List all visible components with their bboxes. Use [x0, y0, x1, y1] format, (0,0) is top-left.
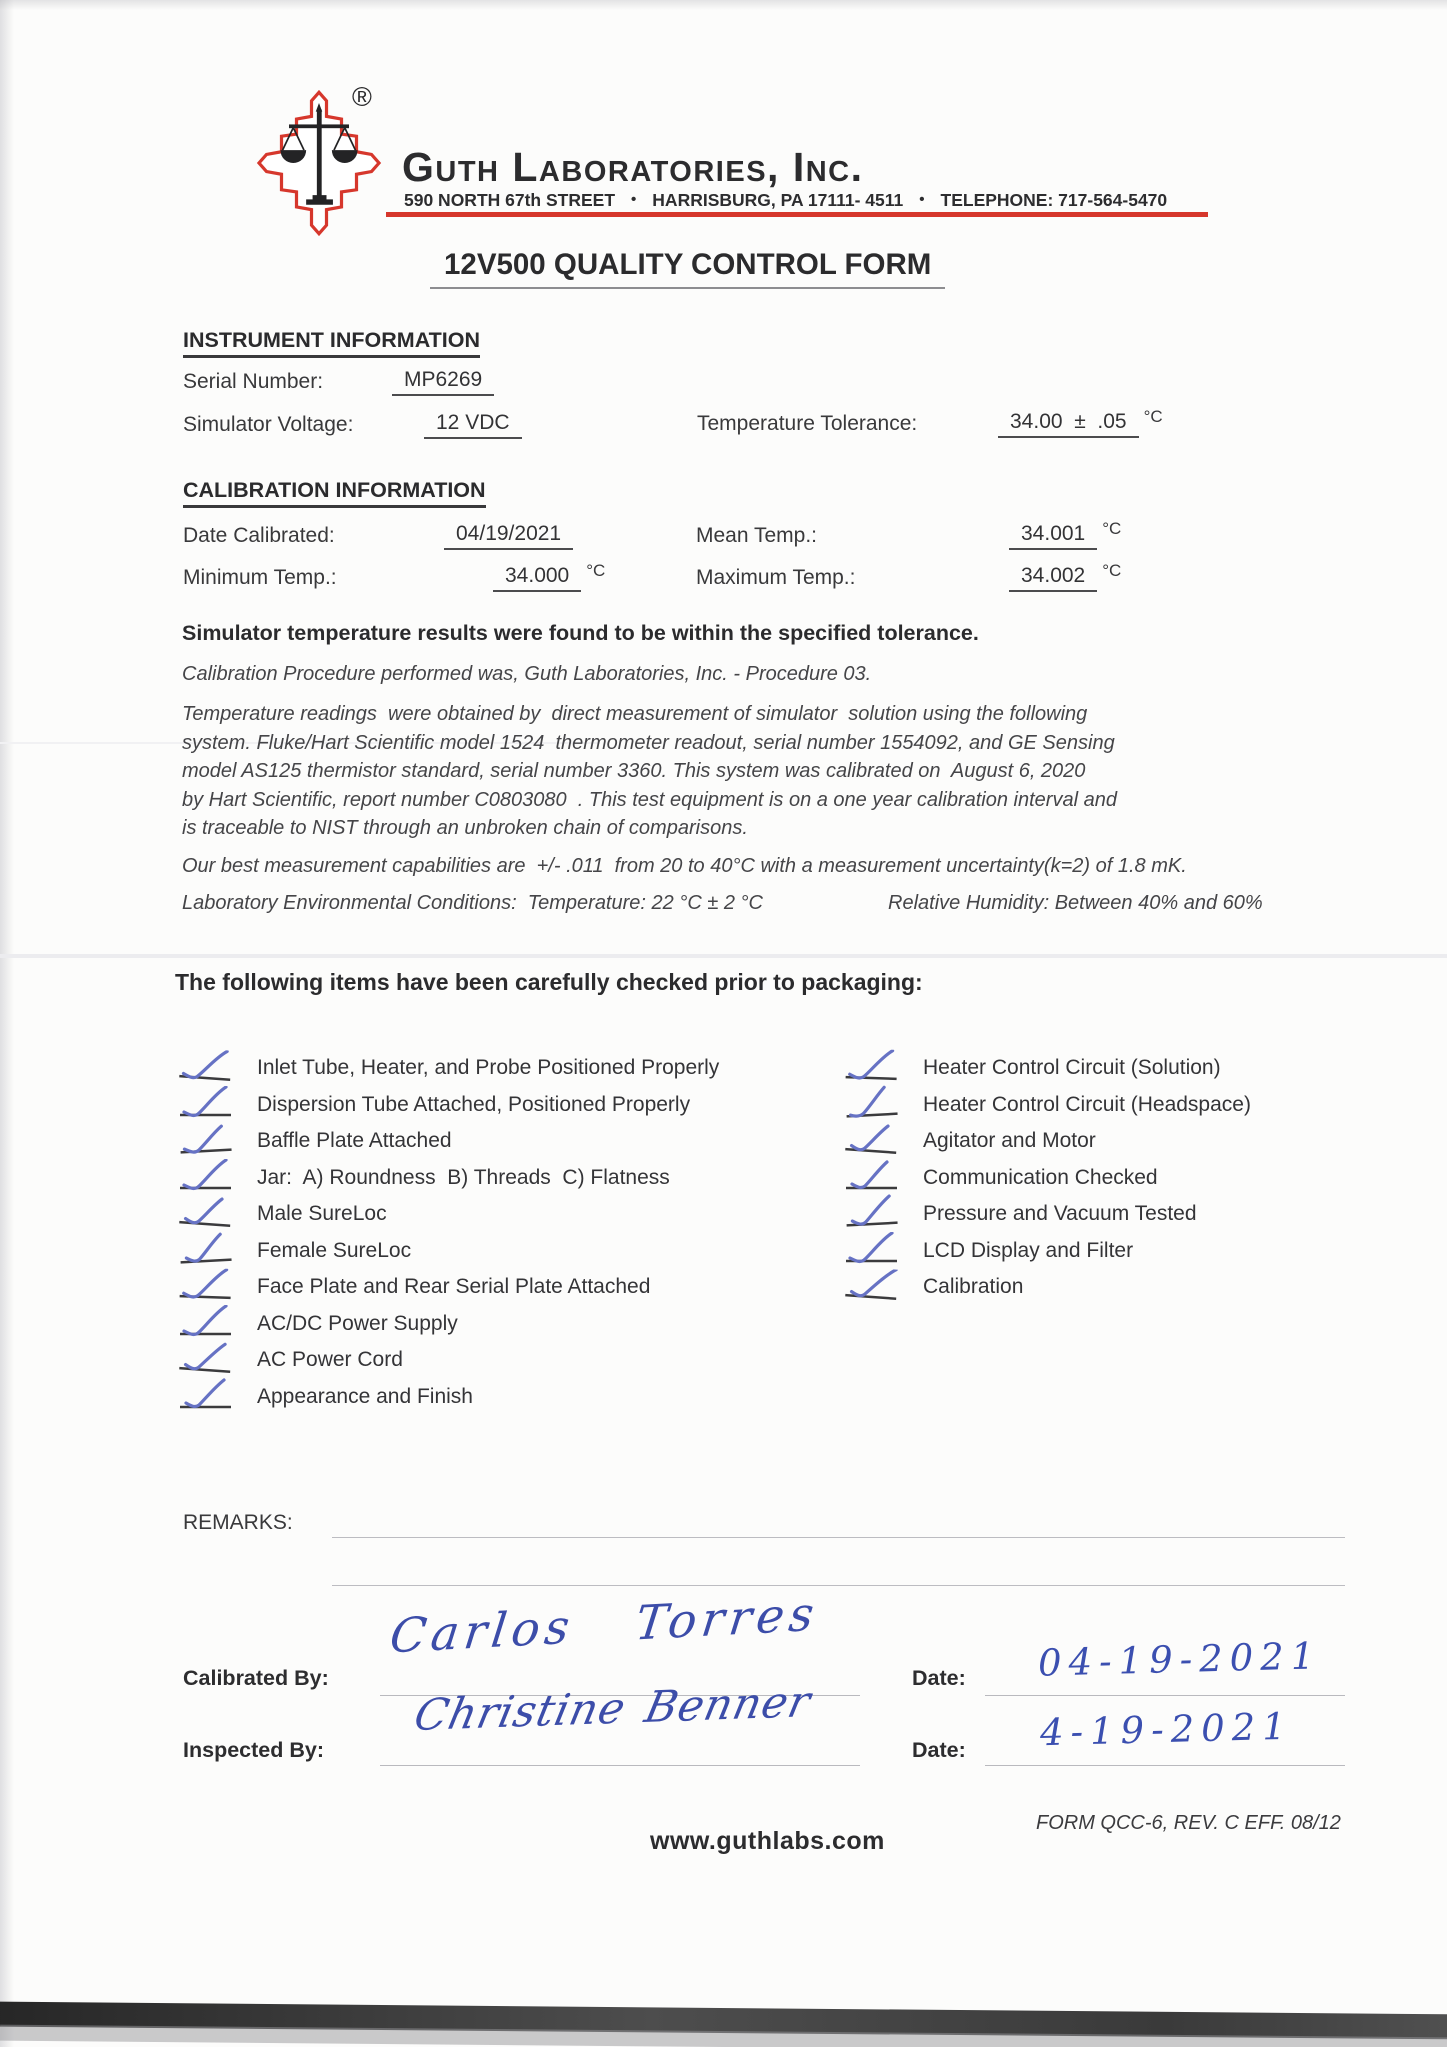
checklist-item-label: Heater Control Circuit (Headspace) [923, 1093, 1251, 1116]
checkmark-icon [178, 1231, 234, 1270]
inspected-date-handwritten: 4-19-2021 [1039, 1704, 1294, 1755]
serial-number-value: MP6269 [392, 368, 494, 396]
company-name: Guth Laboratories, Inc. [402, 144, 864, 190]
checklist-row [845, 1275, 1023, 1304]
checkmark-icon [845, 1159, 899, 1195]
checklist-item-label: AC Power Cord [257, 1348, 403, 1371]
footer-website: www.guthlabs.com [650, 1827, 885, 1855]
inspected-by-label: Inspected By: [183, 1738, 324, 1762]
inspected-by-signature-line [380, 1765, 860, 1766]
mean-temp-value-group [1009, 519, 1122, 550]
checklist-row [179, 1239, 411, 1268]
checkmark-icon [845, 1232, 899, 1268]
checkmark-icon [179, 1378, 233, 1414]
maximum-temp-label: Maximum Temp.: [696, 566, 856, 589]
checklist-row [179, 1056, 719, 1085]
footer-form-id: FORM QCC-6, REV. C EFF. 08/12 [1036, 1812, 1341, 1834]
temperature-tolerance-label: Temperature Tolerance: [697, 412, 918, 435]
address-street: 590 NORTH 67th STREET [404, 190, 616, 210]
checklist-row [179, 1202, 387, 1231]
checklist-row [179, 1129, 452, 1158]
calibrated-date-handwritten: 04-19-2021 [1037, 1634, 1322, 1685]
scan-edge-left [0, 0, 14, 2047]
checklist-row [179, 1385, 473, 1414]
checklist-row [845, 1202, 1197, 1231]
mean-temp-value: 34.001 [1009, 522, 1097, 550]
checkmark-icon [179, 1086, 233, 1122]
inspected-date-line [985, 1765, 1345, 1766]
procedure-paragraph: Calibration Procedure performed was, Guth Laboratories, Inc. - Procedure 03. [182, 663, 872, 685]
bullet-icon: • [919, 191, 925, 208]
checkmark-icon [844, 1120, 900, 1160]
date-calibrated-value: 04/19/2021 [444, 522, 573, 550]
checklist-row [845, 1056, 1221, 1085]
checklist-item-label: Communication Checked [923, 1166, 1158, 1189]
simulator-voltage-label: Simulator Voltage: [183, 413, 354, 436]
checklist-item-label: Baffle Plate Attached [257, 1129, 452, 1152]
checkmark-icon [844, 1085, 900, 1124]
checklist-row [845, 1093, 1251, 1122]
relative-humidity-text: Relative Humidity: Between 40% and 60% [888, 892, 1263, 914]
checklist-item-label: Dispersion Tube Attached, Positioned Properly [257, 1093, 691, 1116]
checklist-row [179, 1348, 403, 1377]
environment-conditions-text: Laboratory Environmental Conditions: Temperature: 22 °C ± 2 °C [182, 892, 763, 914]
checklist-row [845, 1129, 1096, 1158]
checkmark-icon [178, 1193, 234, 1233]
tolerance-statement: Simulator temperature results were found to be within the specified tolerance. [182, 621, 979, 645]
checklist-row [179, 1275, 650, 1304]
checklist-row [179, 1166, 670, 1195]
scan-edge-top [0, 0, 1447, 10]
remarks-blank-line [332, 1585, 1345, 1586]
checkmark-icon [179, 1305, 233, 1341]
remarks-label: REMARKS: [183, 1511, 293, 1534]
checkmark-icon [844, 1048, 899, 1086]
date-calibrated-label: Date Calibrated: [183, 524, 335, 547]
checklist-item-label: Appearance and Finish [257, 1385, 473, 1408]
calibrated-date-label: Date: [912, 1666, 966, 1690]
minimum-temp-label: Minimum Temp.: [183, 566, 337, 589]
checklist-item-label: Agitator and Motor [923, 1129, 1096, 1152]
checklist-item-label: Jar: A) Roundness B) Threads C) Flatness [257, 1166, 670, 1189]
company-logo-scales-icon [236, 88, 402, 243]
address-phone: TELEPHONE: 717-564-5470 [940, 190, 1168, 210]
remarks-blank-line [332, 1537, 1345, 1538]
bullet-icon: • [631, 191, 637, 208]
company-address-line [404, 190, 1167, 211]
checkmark-icon [178, 1267, 233, 1305]
checklist-item-label: Heater Control Circuit (Solution) [923, 1056, 1221, 1079]
temperature-tolerance-value-group [998, 407, 1163, 438]
calibrated-date-line [985, 1695, 1345, 1696]
calibrated-by-signature: Carlos Torres [386, 1586, 822, 1665]
scan-artifact-line [0, 954, 1447, 958]
temperature-tolerance-value: 34.00 ± .05 [998, 410, 1139, 438]
simulator-voltage-value: 12 VDC [424, 411, 522, 439]
checkmark-icon [179, 1159, 233, 1195]
checklist-item-label: Calibration [923, 1275, 1024, 1298]
checklist-item-label: Pressure and Vacuum Tested [923, 1202, 1197, 1225]
checklist-row [845, 1239, 1133, 1268]
checklist-item-label: LCD Display and Filter [923, 1239, 1134, 1262]
checkmark-icon [178, 1121, 234, 1160]
checklist-row [845, 1166, 1158, 1195]
maximum-temp-unit: °C [1102, 561, 1122, 580]
minimum-temp-value: 34.000 [493, 564, 581, 592]
checklist-heading: The following items have been carefully checked prior to packaging: [175, 969, 923, 995]
checklist-row [179, 1312, 458, 1341]
checklist-item-label: Inlet Tube, Heater, and Probe Positioned Properly [257, 1056, 720, 1079]
checkmark-icon [844, 1194, 900, 1233]
maximum-temp-value: 34.002 [1009, 564, 1097, 592]
capabilities-paragraph: Our best measurement capabilities are +/- .011 from 20 to 40°C with a measurement uncertainty(k=2) of 1.8 mK. [182, 855, 1187, 877]
form-title: 12V500 QUALITY CONTROL FORM [430, 248, 945, 289]
letterhead-red-rule [386, 212, 1208, 217]
checklist-row [179, 1093, 690, 1122]
checkmark-icon [844, 1266, 900, 1306]
serial-number-label: Serial Number: [183, 370, 324, 393]
checklist-item-label: Female SureLoc [257, 1239, 412, 1262]
inspected-date-label: Date: [912, 1738, 966, 1762]
temperature-tolerance-unit: °C [1143, 407, 1163, 426]
address-city: HARRISBURG, PA 17111- 4511 [652, 190, 904, 210]
checklist-item-label: AC/DC Power Supply [257, 1312, 458, 1335]
mean-temp-label: Mean Temp.: [696, 524, 818, 547]
instrument-info-heading: INSTRUMENT INFORMATION [183, 328, 480, 358]
calibrated-by-label: Calibrated By: [183, 1666, 329, 1690]
checklist-item-label: Face Plate and Rear Serial Plate Attached [257, 1275, 651, 1298]
maximum-temp-value-group [1009, 561, 1122, 592]
minimum-temp-unit: °C [586, 561, 606, 580]
registered-trademark-icon: ® [352, 82, 372, 112]
mean-temp-unit: °C [1102, 519, 1122, 538]
minimum-temp-value-group [493, 561, 606, 592]
inspected-by-signature: Christine Benner [409, 1676, 816, 1742]
measurement-system-paragraph: Temperature readings were obtained by direct measurement of simulator solution using the following system. Fluke/Hart Scientific model 1524 thermometer readout, serial number 1554092, and GE Sensing model AS125 thermistor standard, serial number 3360. This system was calibrated on August 6, 2020 by Hart Scientific, report number C0803080 . This test equipment is on a one year calibration interval and is traceable to NIST through an unbroken chain of comparisons. [182, 703, 1130, 839]
checkmark-icon [178, 1339, 234, 1379]
calibration-info-heading: CALIBRATION INFORMATION [183, 478, 486, 508]
checklist-item-label: Male SureLoc [257, 1202, 387, 1225]
checkmark-icon [178, 1047, 234, 1087]
